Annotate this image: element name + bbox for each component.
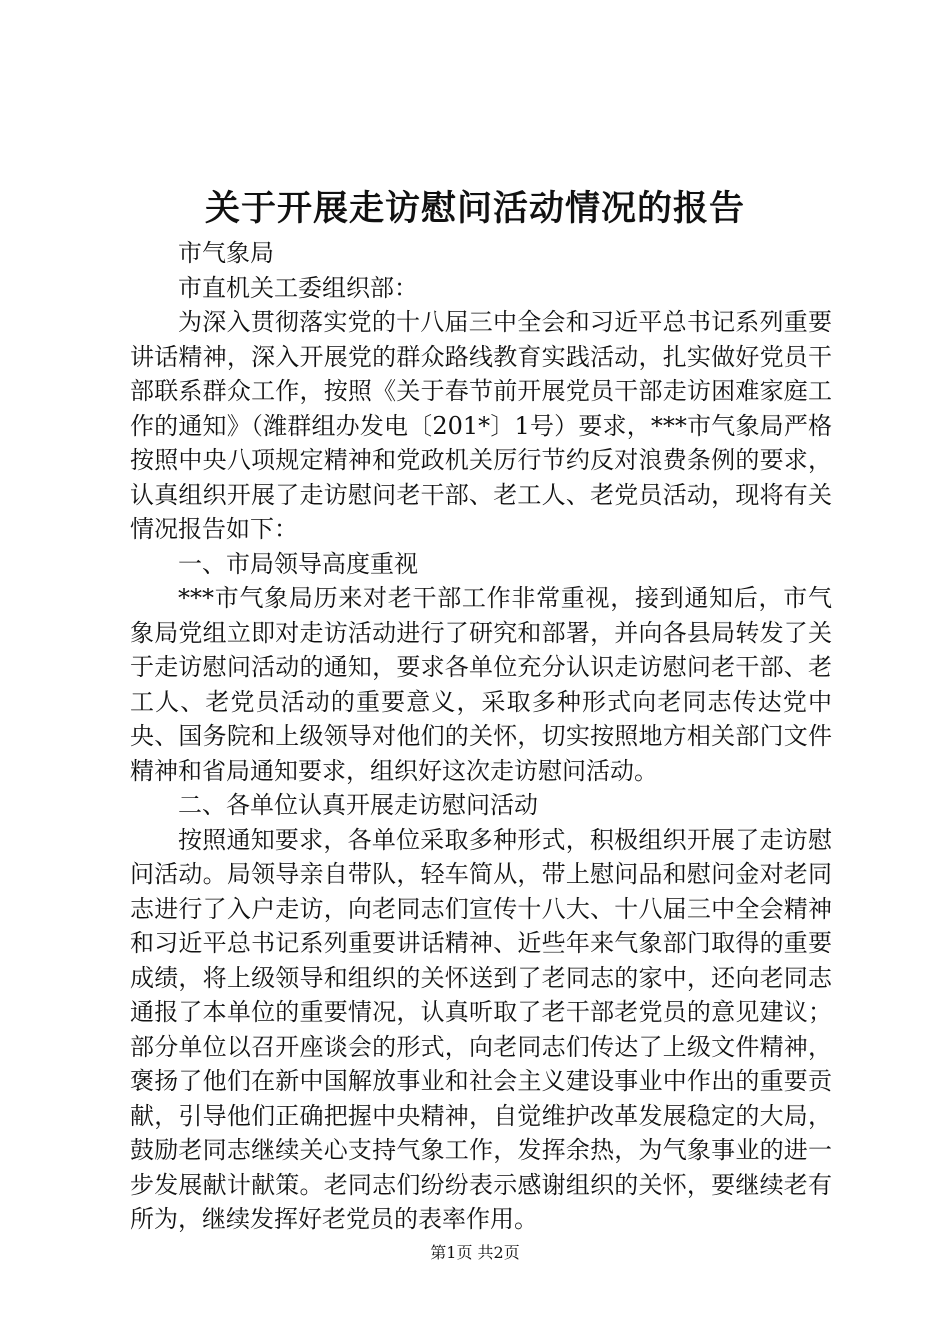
body-paragraph: ***市气象局历来对老干部工作非常重视，接到通知后，市气象局党组立即对走访活动进行了研究和部署，并向各县局转发了关于走访慰问活动的通知，要求各单位充分认识走访慰问老干部、老工人、老党员活动的重要意义，采取多种形式向老同志传达党中央、国务院和上级领导对他们的关怀，切实按照地方相关部门文件精神和省局通知要求，组织好这次走访慰问活动。 — [130, 584, 832, 785]
document-title: 关于开展走访慰问活动情况的报告 — [204, 189, 745, 229]
document-body — [130, 236, 832, 1237]
body-paragraph: 为深入贯彻落实党的十八届三中全会和习近平总书记系列重要讲话精神，深入开展党的群众路线教育实践活动，扎实做好党员干部联系群众工作，按照《关于春节前开展党员干部走访困难家庭工作的通知》（潍群组办发电〔201*〕1号）要求，***市气象局严格按照中央八项规定精神和党政机关厉行节约反对浪费条例的要求，认真组织开展了走访慰问老干部、老工人、老党员活动，现将有关情况报告如下： — [130, 308, 832, 543]
page-number-footer: 第1页 共2页 — [430, 1243, 520, 1262]
section-heading: 二、各单位认真开展走访慰问活动 — [178, 791, 538, 819]
section-heading: 一、市局领导高度重视 — [178, 549, 418, 578]
recipient-line: 市气象局 — [178, 239, 274, 267]
recipient-line: 市直机关工委组织部： — [178, 273, 418, 302]
body-paragraph: 按照通知要求，各单位采取多种形式，积极组织开展了走访慰问活动。局领导亲自带队，轻车简从，带上慰问品和慰问金对老同志进行了入户走访，向老同志们宣传十八大、十八届三中全会精神和习近平总书记系列重要讲话精神、近些年来气象部门取得的重要成绩，将上级领导和组织的关怀送到了老同志的家中，还向老同志通报了本单位的重要情况，认真听取了老干部老党员的意见建议；部分单位以召开座谈会的形式，向老同志们传达了上级文件精神，褒扬了他们在新中国解放事业和社会主义建设事业中作出的重要贡献，引导他们正确把握中央精神，自觉维护改革发展稳定的大局，鼓励老同志继续关心支持气象工作，发挥余热，为气象事业的进一步发展献计献策。老同志们纷纷表示感谢组织的关怀，要继续老有所为，继续发挥好老党员的表率作用。 — [130, 825, 832, 1233]
